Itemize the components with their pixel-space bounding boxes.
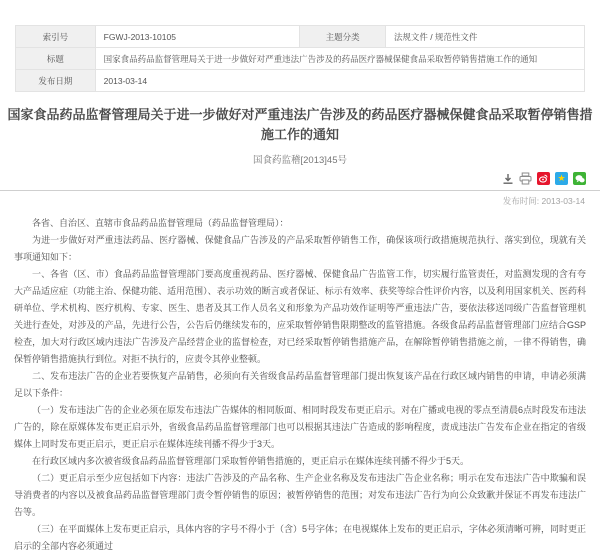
index-label: 索引号 [16,26,96,48]
body-paragraph: （三）在平面媒体上发布更正启示，具体内容的字号不得小于（含）5号字体；在电视媒体上发布的更正启示，字体必须清晰可辨，同时更正启示的全部内容必须通过 [14,524,587,551]
publish-time [0,195,600,207]
category-label: 主题分类 [300,26,385,48]
body-paragraph: 为进一步做好对严重违法药品、医疗器械、保健食品广告涉及的产品采取暂停销售工作，确保该项行政措施规范执行、落实到位，现就有关事项通知如下： [14,235,586,262]
body-paragraph: 一、各省（区、市）食品药品监督管理部门要高度重视药品、医疗器械、保健食品广告监管工作，切实履行监管责任，对监测发现的含有夸大产品适应症（功能主治、保健功能、适用范围）、表示功效的断言或者保证、标示有效率、获奖等综合性评价内容，以及利用国家机关、医药科研单位、学术机构、医疗机构、专家、医生、患者及其工作人员名义和形象为产品功效作证明等严重违法广告，要依法移送同级广告监督管理机关进行查处，对涉及的产品，先进行公告，公告后仍继续发布的，应采取暂停销售限期整改的监管措施。各级食品药品监督管理部门应结合GSP检查，加大对行政区域内违法广告涉及产品经营企业的监督检查，对已经采取暂停销售措施产品，在解除暂停销售措施之前，一律不得销售，确保暂停销售措施执行到位。对拒不执行的，应责令其停业整顿。 [14,269,586,364]
body-paragraph: （一）发布违法广告的企业必须在原发布违法广告媒体的相同版面、相同时段发布更正启示。对在广播或电视的零点至清晨6点时段发布违法广告的，除在原媒体发布更正启示外，省级食品药品监督管理部门也可以根据其违法广告造成的影响程度，责成违法广告发布企业在指定的省级媒体上同时发布更正启示，更正启示在媒体连续刊播不得少于3天。 [14,405,587,449]
article-body [0,215,600,555]
body-paragraph: 各省、自治区、直辖市食品药品监督管理局（药品监督管理局）： [32,218,289,228]
title-label: 标题 [16,48,96,70]
publish-time-label: 发布时间: [502,196,540,206]
toolbar [0,171,600,191]
qzone-share-icon[interactable] [555,172,568,185]
wechat-share-icon[interactable] [573,172,586,185]
body-paragraph: （二）更正启示至少应包括如下内容：违法广告涉及的产品名称、生产企业名称及发布违法广告企业名称；明示在发布违法广告中欺骗和误导消费者的内容以及被食品药品监督管理部门责令暂停销售的原因；被暂停销售的范围；对发布违法广告行为向公众致歉并保证不再发布违法广告等。 [14,473,586,517]
publish-time-value: 2013-03-14 [541,196,585,206]
title-value: 国家食品药品监督管理局关于进一步做好对严重违法广告涉及的药品医疗器械保健食品采取暂停销售措施工作的通知 [95,48,584,70]
download-icon[interactable] [501,172,514,185]
star-icon: ★ [557,173,566,183]
document-meta-table [15,25,585,92]
body-paragraph: 在行政区域内多次被省级食品药品监督管理部门采取暂停销售措施的，更正启示在媒体连续刊播不得少于5天。 [32,456,470,466]
table-row [16,70,585,92]
category-value: 法规文件 / 规范性文件 [385,26,584,48]
index-value: FGWJ-2013-10105 [95,26,300,48]
date-value: 2013-03-14 [95,70,584,92]
table-row [16,26,585,48]
document-page [0,25,600,551]
weibo-share-icon[interactable] [537,172,550,185]
document-number: 国食药监稽[2013]45号 [253,155,347,166]
date-label: 发布日期 [16,70,96,92]
table-row [16,48,585,70]
body-paragraph: 二、发布违法广告的企业若要恢复产品销售，必须向有关省级食品药品监督管理部门提出恢复该产品在行政区域内销售的申请，申请必须满足以下条件： [14,371,586,398]
print-icon[interactable] [519,172,532,185]
page-title: 国家食品药品监督管理局关于进一步做好对严重违法广告涉及的药品医疗器械保健食品采取暂停销售措施工作的通知 [7,107,593,142]
